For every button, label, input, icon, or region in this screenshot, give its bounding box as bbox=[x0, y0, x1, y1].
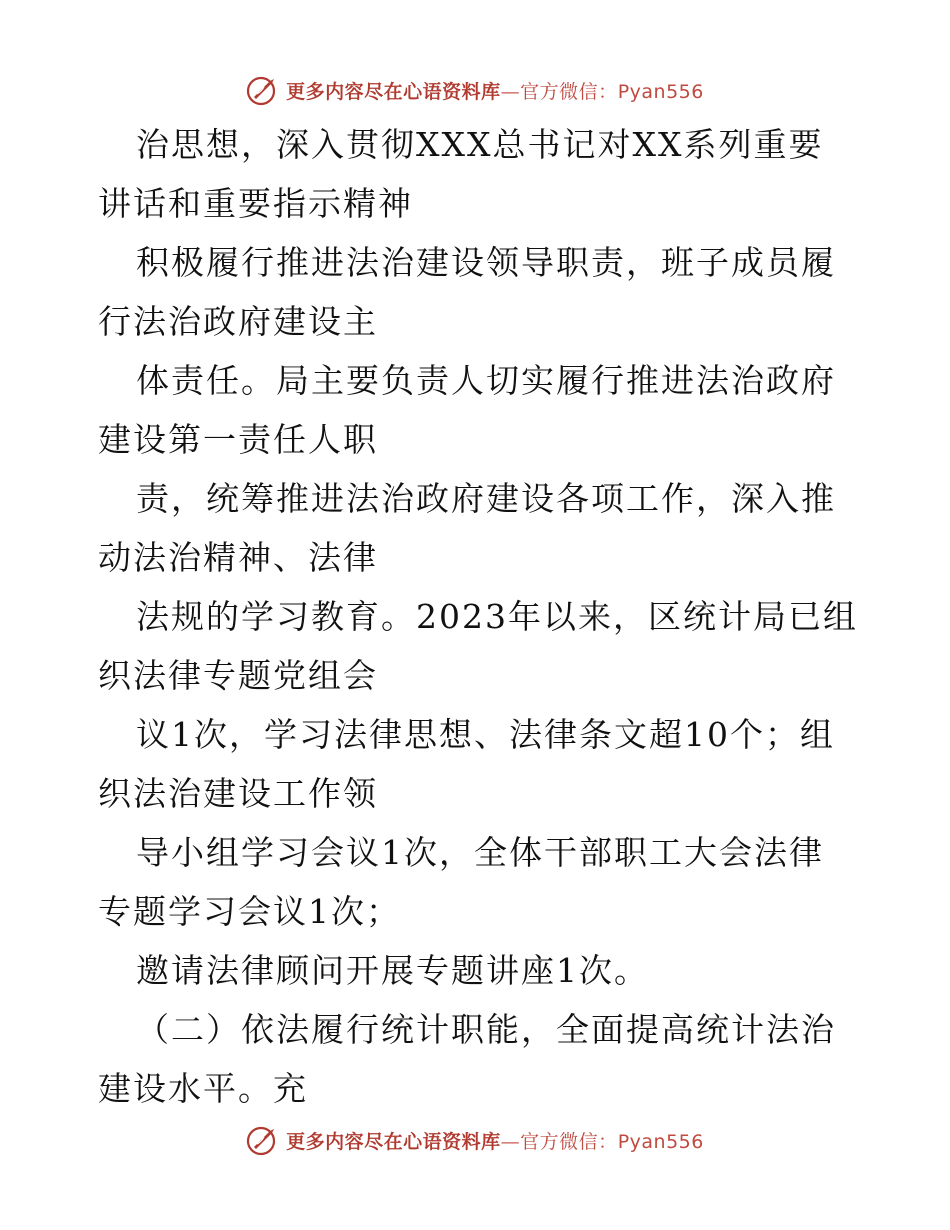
paragraph: 治思想，深入贯彻XXX总书记对XX系列重要讲话和重要指示精神 bbox=[98, 125, 824, 223]
paragraph: 责，统筹推进法治政府建设各项工作，深入推动法治精神、法律 bbox=[98, 479, 836, 577]
header-watermark bbox=[0, 70, 950, 110]
quill-logo-icon bbox=[246, 73, 280, 107]
watermark-text: 更多内容尽在心语资料库—官方微信：Pyan556 bbox=[286, 1130, 704, 1153]
paragraph: 积极履行推进法治建设领导职责，班子成员履行法治政府建设主 bbox=[98, 243, 836, 341]
quill-logo-icon bbox=[246, 1123, 280, 1157]
paragraph: 体责任。局主要负责人切实履行推进法治政府建设第一责任人职 bbox=[98, 361, 836, 459]
paragraph: 议1次，学习法律思想、法律条文超10个；组织法治建设工作领 bbox=[98, 715, 835, 813]
footer-watermark bbox=[0, 1120, 950, 1160]
paragraph: 邀请法律顾问开展专题讲座1次。 bbox=[136, 951, 649, 990]
paragraph: 法规的学习教育。2023年以来，区统计局已组织法律专题党组会 bbox=[98, 597, 858, 695]
watermark-text: 更多内容尽在心语资料库—官方微信：Pyan556 bbox=[286, 80, 704, 103]
paragraph: 导小组学习会议1次，全体干部职工大会法律专题学习会议1次； bbox=[98, 833, 824, 931]
document-body bbox=[98, 115, 858, 1118]
paragraph: （二）依法履行统计职能，全面提高统计法治建设水平。充 bbox=[98, 1010, 836, 1108]
